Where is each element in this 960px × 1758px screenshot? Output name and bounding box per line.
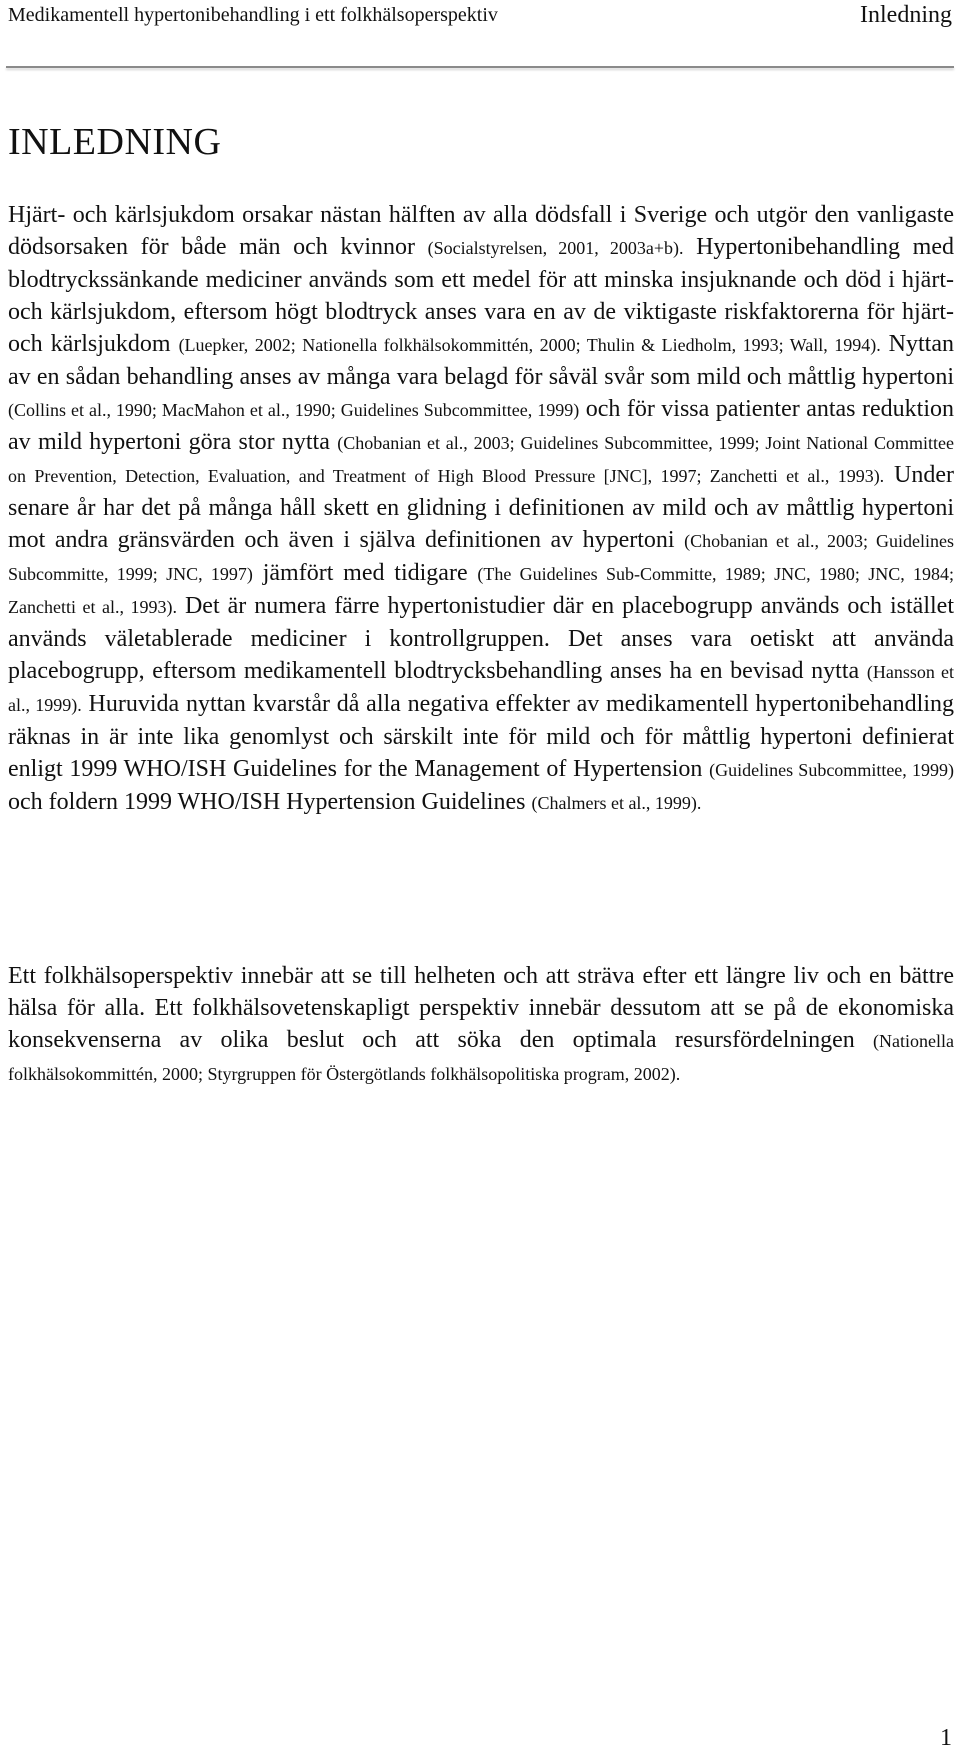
- introduction-paragraph-1: [8, 199, 954, 819]
- page-number: 1: [940, 1725, 952, 1751]
- paragraph-2-sentence-1: Ett folkhälsoperspektiv innebär att se till helheten och att sträva efter ett längre liv och en bättre hälsa för alla. Ett folkhälsovetenskapligt perspektiv innebär dessutom att se på de ekonomiska konsekvenserna av olika beslut och att söka den optimala resursfördelningen: [8, 963, 954, 1053]
- section-heading: INLEDNING: [8, 121, 222, 163]
- paragraph-1-sentence-8: Huruvida nyttan kvarstår då alla negativa effekter av medikamentell hypertonibehandling räknas in är inte lika genomlyst och särskilt inte för mild och för måttlig hypertoni definierat enligt 1999 WHO/ISH Guidelines for the Management of Hypertension: [8, 691, 955, 782]
- paragraph-1-sentence-9: och foldern 1999 WHO/ISH Hypertension Guidelines: [8, 789, 532, 815]
- paragraph-1-sentence-2: Hypertonibehandling med blodtryckssänkande mediciner används som ett medel för att minska insjuknande och död i hjärt- och kärlsjukdom, eftersom högt blodtryck anses vara en av de viktigaste riskfaktorerna för hjärt- och kärlsjukdom: [8, 234, 954, 357]
- running-header-section: Inledning: [860, 2, 952, 28]
- paragraph-1-sentence-1: Hjärt- och kärlsjukdom orsakar nästan hälften av alla dödsfall i Sverige och utgör den vanligaste dödsorsaken för både män och kvinnor: [8, 202, 954, 260]
- citation-3: (Collins et al., 1990; MacMahon et al., 1990; Guidelines Subcommittee, 1999): [8, 400, 580, 420]
- introduction-paragraph-2: [8, 960, 954, 1090]
- citation-5: (Chobanian et al., 2003; Guidelines Subcommitte, 1999; JNC, 1997): [8, 531, 955, 584]
- citation-6: (The Guidelines Sub-Committe, 1989; JNC, 1980; JNC, 1984; Zanchetti et al., 1993).: [8, 564, 955, 617]
- paragraph-1-sentence-5: Under senare år har det på många håll skett en glidning i definitionen av mild och av måttlig hypertoni mot andra gränsvärden och även i själva definitionen av hypertoni: [8, 462, 954, 553]
- paragraph-1-sentence-4: och för vissa patienter antas reduktion av mild hypertoni göra stor nytta: [8, 396, 954, 455]
- citation-2: (Luepker, 2002; Nationella folkhälsokommittén, 2000; Thulin & Liedholm, 1993; Wall, 1994).: [178, 335, 881, 355]
- page-header: [8, 0, 952, 34]
- citation-8: (Guidelines Subcommittee, 1999): [709, 760, 954, 780]
- citation-7: (Hansson et al., 1999).: [8, 662, 955, 715]
- paragraph-1-sentence-6: jämfört med tidigare: [252, 560, 478, 586]
- citation-10: (Nationella folkhälsokommittén, 2000; Styrgruppen för Östergötlands folkhälsopolitiska program, 2002).: [8, 1031, 954, 1084]
- paragraph-1-sentence-7: Det är numera färre hypertonistudier där en placebogrupp används och istället används väletablerade mediciner i kontrollgruppen. Det anses vara oetiskt att använda placebogrupp, eftersom medikamentell blodtrycksbehandling anses ha en bevisad nytta: [8, 593, 954, 684]
- paragraph-1-sentence-3: Nyttan av en sådan behandling anses av många vara belagd för såväl svår som mild och måttlig hypertoni: [8, 331, 954, 390]
- citation-9: (Chalmers et al., 1999).: [531, 793, 702, 813]
- header-divider: [6, 66, 954, 68]
- running-header-title: Medikamentell hypertonibehandling i ett folkhälsoperspektiv: [8, 4, 498, 26]
- citation-1: (Socialstyrelsen, 2001, 2003a+b).: [427, 238, 684, 258]
- citation-4: (Chobanian et al., 2003; Guidelines Subcommittee, 1999; Joint National Committee on Prevention, Detection, Evaluation, and Treatment of High Blood Pressure [JNC], 1997; Zanchetti et al., 1993).: [8, 433, 954, 486]
